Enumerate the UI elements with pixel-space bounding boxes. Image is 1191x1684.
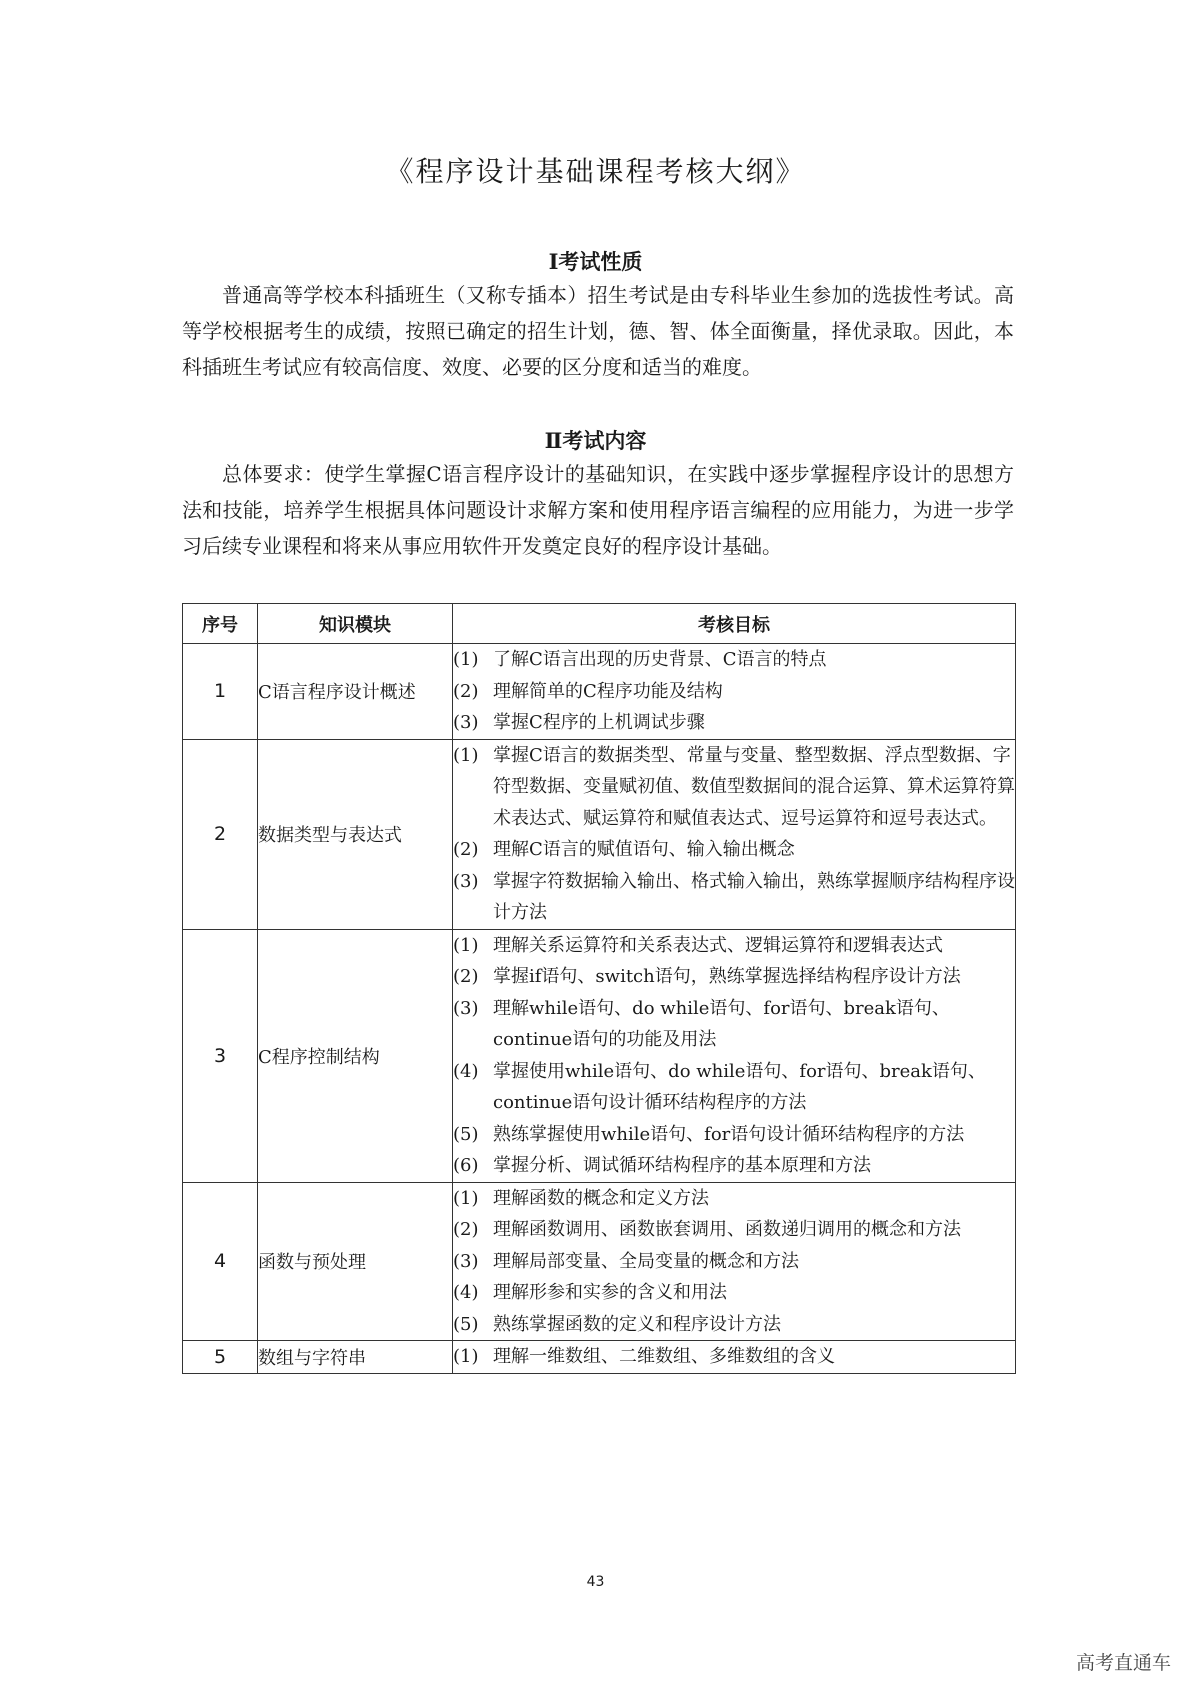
goal-text: 掌握C程序的上机调试步骤 — [493, 712, 705, 733]
goal-item — [453, 1183, 1015, 1215]
table-row — [183, 1341, 1016, 1374]
goal-item — [453, 961, 1015, 993]
table-row — [183, 739, 1016, 929]
goal-text: 掌握C语言的数据类型、常量与变量、整型数据、浮点型数据、字符型数据、变量赋初值、数值型数据间的混合运算、算术运算符算术表达式、赋运算符和赋值表达式、逗号运算符和逗号表达式。 — [493, 744, 1015, 829]
goal-text: 理解一维数组、二维数组、多维数组的含义 — [493, 1346, 835, 1367]
table-header-row — [183, 604, 1016, 644]
goal-number: (1) — [453, 934, 479, 956]
goal-item — [453, 866, 1015, 929]
goal-text: 熟练掌握函数的定义和程序设计方法 — [493, 1313, 781, 1335]
goal-number: (4) — [453, 1060, 479, 1082]
cell-serial: 3 — [183, 929, 258, 1182]
cell-serial: 2 — [183, 739, 258, 929]
goal-number: (2) — [453, 680, 479, 702]
cell-serial: 4 — [183, 1182, 258, 1341]
goal-item — [453, 834, 1015, 866]
goal-text: 了解C语言出现的历史背景、C语言的特点 — [493, 649, 827, 670]
goal-number: (4) — [453, 1282, 479, 1303]
goal-text: 理解while语句、do while语句、for语句、break语句、continue语句的功能及用法 — [493, 997, 950, 1050]
section-heading-nature: Ⅰ考试性质 — [548, 249, 643, 274]
goal-item — [453, 1341, 1015, 1373]
goal-item — [453, 676, 1015, 708]
goal-number: (1) — [453, 649, 479, 670]
cell-module: 数组与字符串 — [258, 1341, 453, 1374]
table-row — [183, 644, 1016, 740]
goal-text: 理解函数调用、函数嵌套调用、函数递归调用的概念和方法 — [493, 1219, 961, 1240]
goal-number: (2) — [453, 839, 479, 860]
cell-module: 函数与预处理 — [258, 1182, 453, 1341]
goal-text: 理解局部变量、全局变量的概念和方法 — [493, 1250, 799, 1272]
goal-number: (5) — [453, 1123, 479, 1145]
goal-number: (1) — [453, 1346, 479, 1367]
goal-item — [453, 740, 1015, 835]
goal-item — [453, 993, 1015, 1056]
goal-text: 理解形参和实参的含义和用法 — [493, 1282, 727, 1303]
goal-number: (1) — [453, 1187, 479, 1209]
goal-item — [453, 1277, 1015, 1309]
cell-goals — [453, 739, 1016, 929]
goal-text: 理解函数的概念和定义方法 — [493, 1187, 709, 1209]
cell-goals — [453, 929, 1016, 1182]
header-module: 知识模块 — [258, 604, 453, 644]
paragraph-exam-nature: 普通高等学校本科插班生（又称专插本）招生考试是由专科毕业生参加的选拔性考试。高等学校根据考生的成绩，按照已确定的招生计划，德、智、体全面衡量，择优录取。因此，本科插班生考试应有较高信度、效度、必要的区分度和适当的难度。 — [182, 283, 1014, 379]
page-number: 43 — [586, 1574, 605, 1590]
goal-number: (2) — [453, 1219, 479, 1240]
goal-number: (3) — [453, 1250, 479, 1272]
goal-text: 熟练掌握使用while语句、for语句设计循环结构程序的方法 — [493, 1123, 965, 1145]
goal-item — [453, 1119, 1015, 1151]
goal-item — [453, 1150, 1015, 1182]
cell-module: C语言程序设计概述 — [258, 644, 453, 740]
goal-item — [453, 1246, 1015, 1278]
page-title: 《程序设计基础课程考核大纲》 — [385, 155, 806, 188]
goal-number: (1) — [453, 744, 479, 766]
goal-text: 掌握分析、调试循环结构程序的基本原理和方法 — [493, 1155, 871, 1176]
cell-serial: 1 — [183, 644, 258, 740]
table-row — [183, 929, 1016, 1182]
goal-item — [453, 1309, 1015, 1341]
goal-item — [453, 1056, 1015, 1119]
cell-goals — [453, 1341, 1016, 1374]
header-serial: 序号 — [183, 604, 258, 644]
table-row — [183, 1182, 1016, 1341]
goal-text: 掌握字符数据输入输出、格式输入输出，熟练掌握顺序结构程序设计方法 — [493, 870, 1015, 923]
goal-number: (3) — [453, 870, 479, 892]
header-goal: 考核目标 — [453, 604, 1016, 644]
section-heading-content: Ⅱ考试内容 — [544, 428, 647, 453]
goal-text: 理解关系运算符和关系表达式、逻辑运算符和逻辑表达式 — [493, 934, 943, 956]
goal-number: (6) — [453, 1155, 479, 1176]
goal-text: 掌握使用while语句、do while语句、for语句、break语句、continue语句设计循环结构程序的方法 — [493, 1060, 986, 1113]
paragraph-exam-content: 总体要求：使学生掌握C语言程序设计的基础知识，在实践中逐步掌握程序设计的思想方法和技能，培养学生根据具体问题设计求解方案和使用程序语言编程的应用能力，为进一步学习后续专业课程和将来从事应用软件开发奠定良好的程序设计基础。 — [182, 462, 1014, 558]
goal-number: (3) — [453, 997, 479, 1019]
goal-item — [453, 707, 1015, 739]
assessment-table — [182, 603, 1016, 1374]
cell-module: 数据类型与表达式 — [258, 739, 453, 929]
goal-text: 理解C语言的赋值语句、输入输出概念 — [493, 839, 795, 860]
goal-item — [453, 644, 1015, 676]
goal-text: 理解简单的C程序功能及结构 — [493, 680, 723, 702]
goal-number: (5) — [453, 1313, 479, 1335]
goal-number: (3) — [453, 712, 479, 733]
table-body — [183, 644, 1016, 1374]
cell-module: C程序控制结构 — [258, 929, 453, 1182]
cell-serial: 5 — [183, 1341, 258, 1374]
goal-text: 掌握if语句、switch语句，熟练掌握选择结构程序设计方法 — [493, 966, 961, 987]
cell-goals — [453, 1182, 1016, 1341]
goal-number: (2) — [453, 966, 479, 987]
goal-item — [453, 930, 1015, 962]
cell-goals — [453, 644, 1016, 740]
watermark: 高考直通车 — [1075, 1652, 1171, 1674]
goal-item — [453, 1214, 1015, 1246]
